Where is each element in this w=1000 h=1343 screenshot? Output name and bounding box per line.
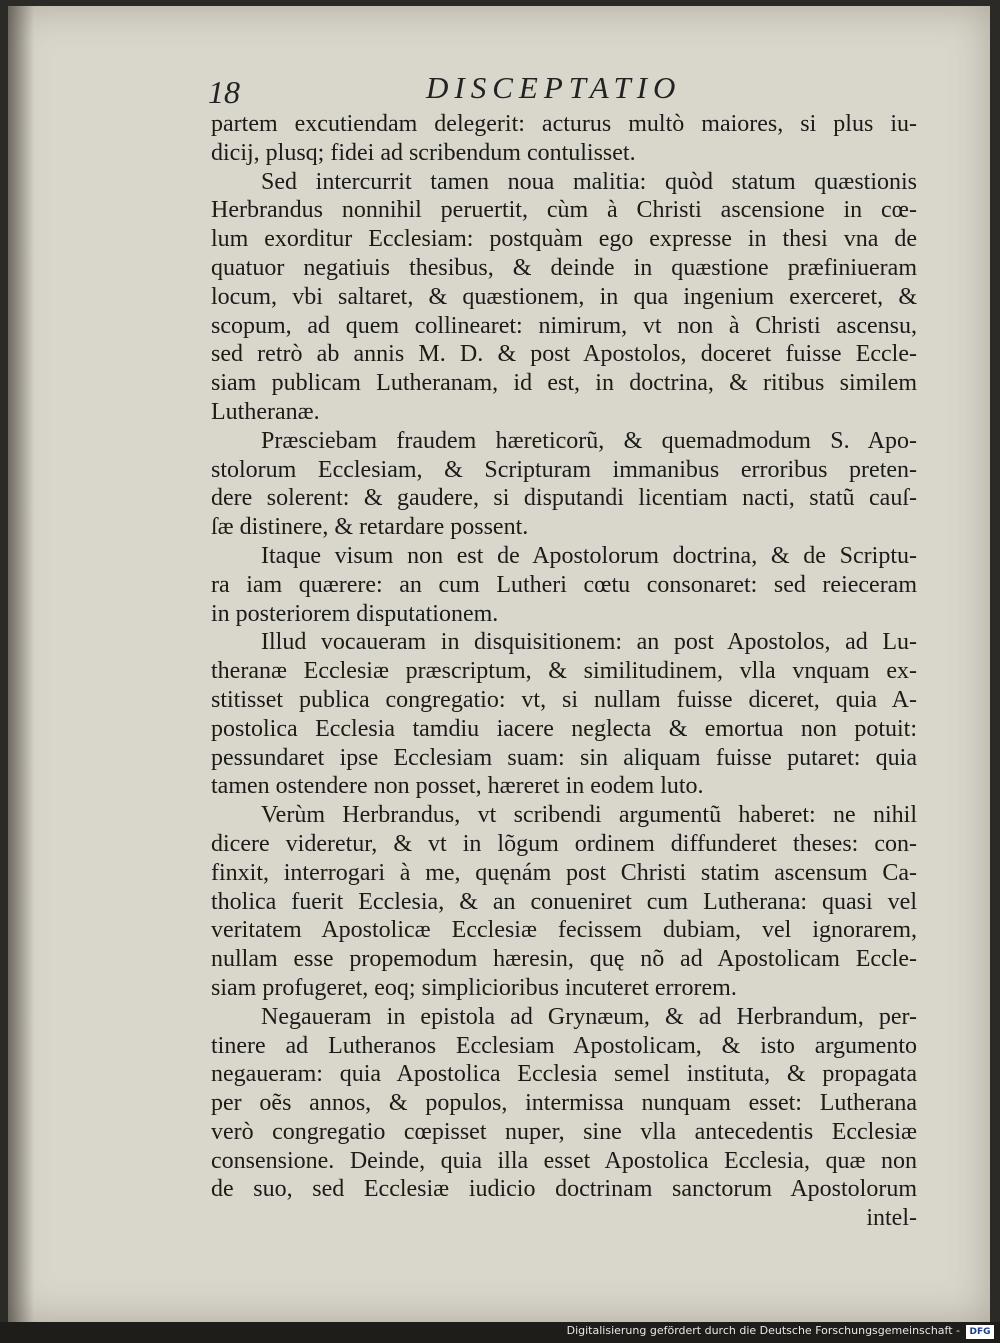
text-line: finxit, interrogari à me, quęnám post Christi statim ascensum Ca- (211, 859, 917, 886)
catchword: intel- (866, 1205, 917, 1232)
text-line: lum exorditur Ecclesiam: postquàm ego expresse in thesi vna de (211, 226, 917, 253)
text-line: Lutheranæ. (211, 398, 320, 425)
text-block (211, 110, 917, 1233)
text-line: de suo, sed Ecclesiæ iudicio doctrinam sanctorum Apostolorum (211, 1176, 917, 1203)
text-line: veritatem Apostolicæ Ecclesiæ fecissem dubiam, vel ignorarem, (211, 917, 917, 944)
text-line: tamen ostendere non posset, hæreret in eodem luto. (211, 773, 704, 800)
text-line: quatuor negatiuis thesibus, & deinde in quæstione præfiniueram (211, 254, 917, 281)
text-line: Negaueram in epistola ad Grynæum, & ad Herbrandum, per- (261, 1003, 917, 1030)
text-line: sed retrò ab annis M. D. & post Apostolos, doceret fuisse Eccle- (211, 341, 917, 368)
text-line: stolorum Ecclesiam, & Scripturam immanibus erroribus preten- (211, 456, 917, 483)
text-line: dicere videretur, & vt in lõgum ordinem diffunderet theses: con- (211, 830, 917, 857)
text-line: siam profugeret, eoq; simplicioribus incuteret errorem. (211, 974, 737, 1001)
text-line: negaueram: quia Apostolica Ecclesia semel instituta, & propagata (211, 1061, 917, 1088)
footer-bar (0, 1322, 1000, 1343)
page-number: 18 (208, 74, 240, 110)
spine-shadow (8, 6, 34, 1322)
text-line: pessundaret ipse Ecclesiam suam: sin aliquam fuisse putaret: quia (211, 744, 917, 771)
text-line: ſæ distinere, & retardare possent. (211, 514, 529, 541)
text-line: Itaque visum non est de Apostolorum doctrina, & de Scriptu- (261, 542, 917, 569)
text-line: partem excutiendam delegerit: acturus multò maiores, si plus iu- (211, 111, 917, 137)
text-line: dicij, plusq; fidei ad scribendum contulisset. (211, 139, 636, 166)
text-line: tholica fuerit Ecclesia, & an conueniret cum Lutherana: quasi vel (211, 888, 917, 915)
text-line: dere solerent: & gaudere, si disputandi licentiam nacti, statũ cauſ- (211, 485, 917, 512)
text-line: per oẽs annos, & populos, intermissa nunquam esset: Lutherana (211, 1090, 917, 1117)
book-page (8, 6, 990, 1322)
text-line: Illud vocaueram in disquisitionem: an post Apostolos, ad Lu- (261, 629, 917, 656)
text-line: theranæ Ecclesiæ præscriptum, & similitudinem, vlla vnquam ex- (211, 658, 917, 685)
text-line: verò congregatio cœpisset nuper, sine vlla antecedentis Ecclesiæ (211, 1118, 917, 1145)
text-line: Verùm Herbrandus, vt scribendi argumentũ haberet: ne nihil (261, 802, 917, 829)
funding-credit: Digitalisierung gefördert durch die Deutsche Forschungsgemeinschaft - (566, 1324, 960, 1337)
text-line: tinere ad Lutheranos Ecclesiam Apostolicam, & isto argumento (211, 1032, 917, 1059)
text-line: Sed intercurrit tamen noua malitia: quòd statum quæstionis (261, 168, 917, 195)
text-line: stitisset publica congregatio: vt, si nullam fuisse diceret, quia A- (211, 686, 917, 713)
text-line: Herbrandus nonnihil peruertit, cùm à Christi ascensione in cœ- (211, 197, 917, 224)
dfg-logo: DFG (966, 1325, 994, 1339)
running-title: DISCEPTATIO (426, 70, 682, 105)
text-line: ra iam quærere: an cum Lutheri cœtu consonaret: sed reieceram (211, 571, 917, 598)
text-line: consensione. Deinde, quia illa esset Apostolica Ecclesia, quæ non (211, 1147, 917, 1174)
text-line: scopum, ad quem collinearet: nimirum, vt non à Christi ascensu, (211, 312, 917, 339)
text-line: siam publicam Lutheranam, id est, in doctrina, & ritibus similem (211, 370, 917, 397)
text-line: in posteriorem disputationem. (211, 600, 499, 627)
running-head (8, 66, 990, 110)
text-line: Præsciebam fraudem hæreticorũ, & quemadmodum S. Apo- (261, 427, 917, 454)
text-line: postolica Ecclesia tamdiu iacere neglecta & emortua non potuit: (211, 715, 917, 742)
text-line: locum, vbi saltaret, & quæstionem, in qua ingenium exerceret, & (211, 283, 917, 310)
text-line: nullam esse propemodum hæresin, quę nõ ad Apostolicam Eccle- (211, 946, 917, 973)
